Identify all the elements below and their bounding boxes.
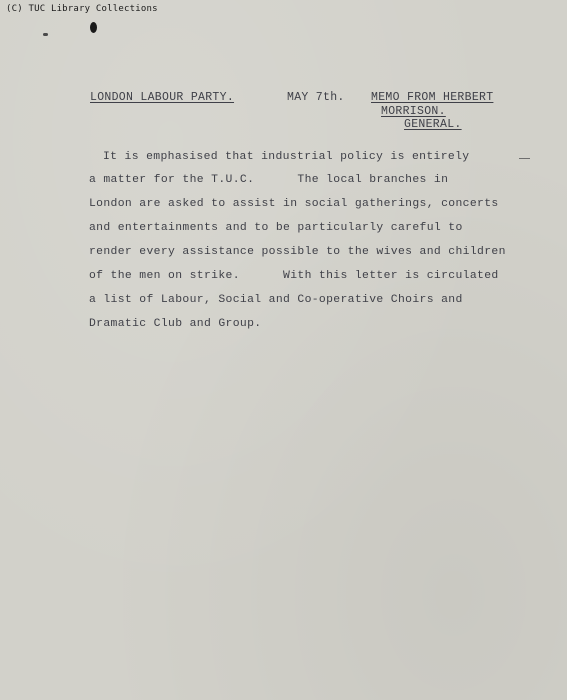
body-line-1: It is emphasised that industrial policy is entirely: [103, 151, 470, 163]
header-memo-line3: GENERAL.: [404, 118, 462, 131]
body-line-4: and entertainments and to be particularly careful to: [89, 222, 463, 234]
header-date: MAY 7th.: [287, 91, 345, 104]
punch-hole-mark: [90, 22, 97, 33]
copyright-watermark: (C) TUC Library Collections: [6, 4, 158, 14]
body-line-6: of the men on strike. With this letter is circulated: [89, 270, 499, 282]
header-memo-line1: MEMO FROM HERBERT: [371, 91, 494, 104]
header-organization: LONDON LABOUR PARTY.: [90, 91, 235, 104]
body-line-3: London are asked to assist in social gatherings, concerts: [89, 198, 499, 210]
body-line-7: a list of Labour, Social and Co-operative Choirs and: [89, 294, 463, 306]
header-memo-line2: MORRISON.: [381, 105, 446, 118]
ink-speck: [43, 33, 48, 36]
margin-tick-mark: [519, 158, 530, 159]
body-line-2: a matter for the T.U.C. The local branches in: [89, 174, 449, 186]
body-line-5: render every assistance possible to the wives and children: [89, 246, 506, 258]
body-line-8: Dramatic Club and Group.: [89, 318, 262, 330]
